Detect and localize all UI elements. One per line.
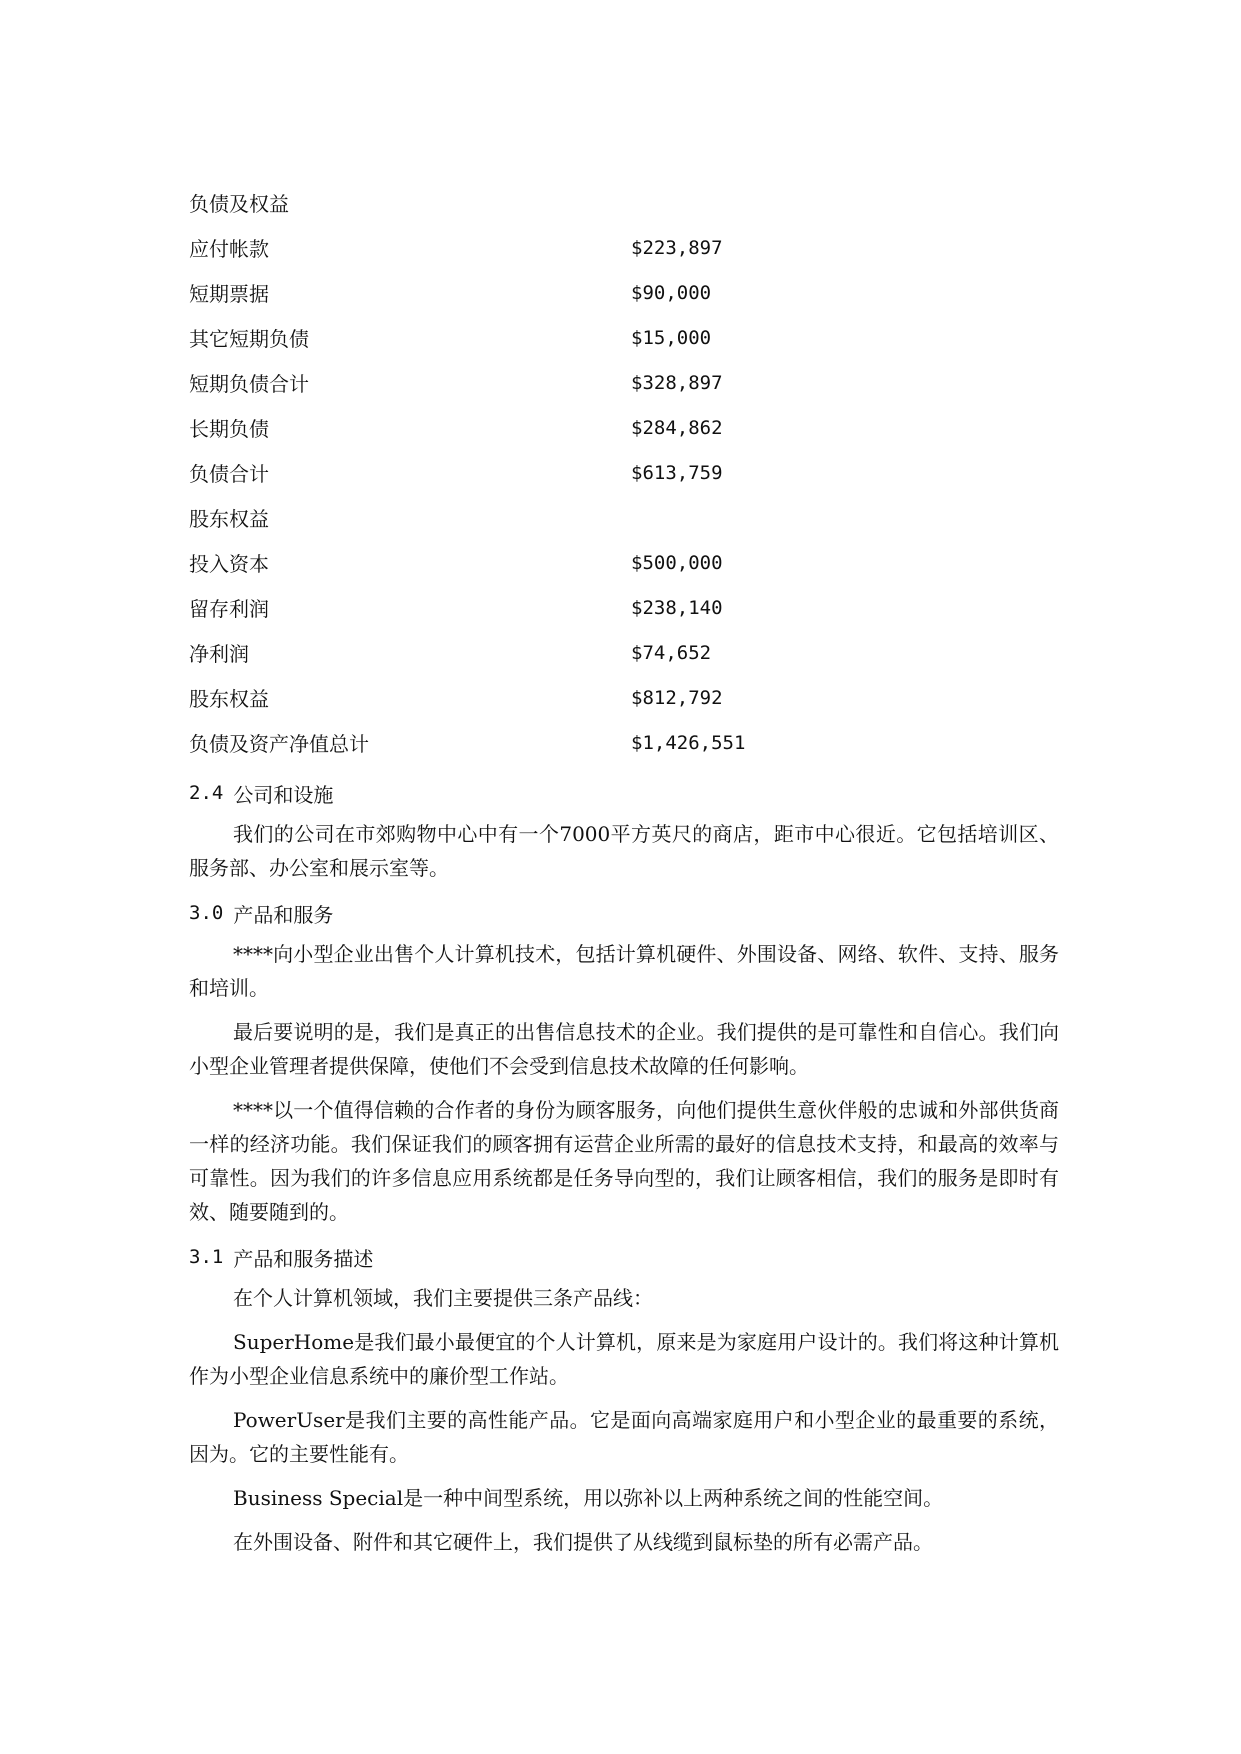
row-value: $613,759 xyxy=(631,461,723,484)
section-title: 产品和服务描述 xyxy=(233,1246,374,1271)
row-label: 短期票据 xyxy=(189,282,269,306)
row-label: 投入资本 xyxy=(189,552,269,576)
paragraph: 在个人计算机领域，我们主要提供三条产品线： xyxy=(233,1286,653,1310)
row-label: 长期负债 xyxy=(189,417,269,441)
row-value: $15,000 xyxy=(631,326,712,349)
row-label: 留存利润 xyxy=(189,597,269,621)
section-title: 产品和服务 xyxy=(233,902,334,927)
equity-title-label: 股东权益 xyxy=(189,507,269,531)
section-number: 2.4 xyxy=(189,782,224,804)
section-heading xyxy=(189,895,1059,931)
row-label: 负债及资产净值总计 xyxy=(189,732,369,756)
balance-sheet-table xyxy=(189,225,1059,765)
paragraph: 在外围设备、附件和其它硬件上，我们提供了从线缆到鼠标垫的所有必需产品。 xyxy=(233,1530,933,1554)
document-page xyxy=(189,180,1059,1569)
row-value: $238,140 xyxy=(631,596,723,619)
liabilities-section-title: 负债及权益 xyxy=(189,192,289,216)
row-value: $223,897 xyxy=(631,236,723,259)
section-heading xyxy=(189,1239,1059,1275)
row-label: 股东权益 xyxy=(189,687,269,711)
paragraph: Business Special是一种中间型系统，用以弥补以上两种系统之间的性能空间。 xyxy=(233,1486,944,1510)
table-row xyxy=(189,630,1059,675)
table-row xyxy=(189,540,1059,585)
row-label: 应付帐款 xyxy=(189,237,269,261)
section-title: 公司和设施 xyxy=(233,782,334,807)
row-label: 短期负债合计 xyxy=(189,372,309,396)
row-label: 负债合计 xyxy=(189,462,269,486)
equity-title xyxy=(189,495,1059,540)
paragraph: 最后要说明的是，我们是真正的出售信息技术的企业。我们提供的是可靠性和自信心。我们向小型企业管理者提供保障，使他们不会受到信息技术故障的任何影响。 xyxy=(189,1020,1059,1078)
table-row xyxy=(189,675,1059,720)
row-value: $328,897 xyxy=(631,371,723,394)
row-value: $812,792 xyxy=(631,686,723,709)
table-row xyxy=(189,585,1059,630)
section-number: 3.0 xyxy=(189,902,224,924)
paragraph: 我们的公司在市郊购物中心中有一个7000平方英尺的商店，距市中心很近。它包括培训区、服务部、办公室和展示室等。 xyxy=(189,822,1059,880)
table-row xyxy=(189,720,1059,765)
paragraph: SuperHome是我们最小最便宜的个人计算机，原来是为家庭用户设计的。我们将这种计算机作为小型企业信息系统中的廉价型工作站。 xyxy=(189,1330,1059,1388)
row-value: $500,000 xyxy=(631,551,723,574)
row-label: 净利润 xyxy=(189,642,249,666)
table-row xyxy=(189,405,1059,450)
row-value: $90,000 xyxy=(631,281,712,304)
table-row xyxy=(189,450,1059,495)
row-value: $74,652 xyxy=(631,641,712,664)
row-value: $284,862 xyxy=(631,416,723,439)
table-row xyxy=(189,315,1059,360)
paragraph: ****向小型企业出售个人计算机技术，包括计算机硬件、外围设备、网络、软件、支持、服务和培训。 xyxy=(189,942,1059,1000)
paragraph: ****以一个值得信赖的合作者的身份为顾客服务，向他们提供生意伙伴般的忠诚和外部供货商一样的经济功能。我们保证我们的顾客拥有运营企业所需的最好的信息技术支持，和最高的效率与可靠性。因为我们的许多信息应用系统都是任务导向型的，我们让顾客相信，我们的服务是即时有效、随要随到的。 xyxy=(189,1098,1059,1224)
table-row xyxy=(189,225,1059,270)
row-value: $1,426,551 xyxy=(631,731,746,754)
section-number: 3.1 xyxy=(189,1246,224,1268)
table-row xyxy=(189,360,1059,405)
section-heading xyxy=(189,775,1059,811)
table-row xyxy=(189,270,1059,315)
row-label: 其它短期负债 xyxy=(189,327,309,351)
paragraph: PowerUser是我们主要的高性能产品。它是面向高端家庭用户和小型企业的最重要的系统，因为。它的主要性能有。 xyxy=(189,1408,1059,1466)
